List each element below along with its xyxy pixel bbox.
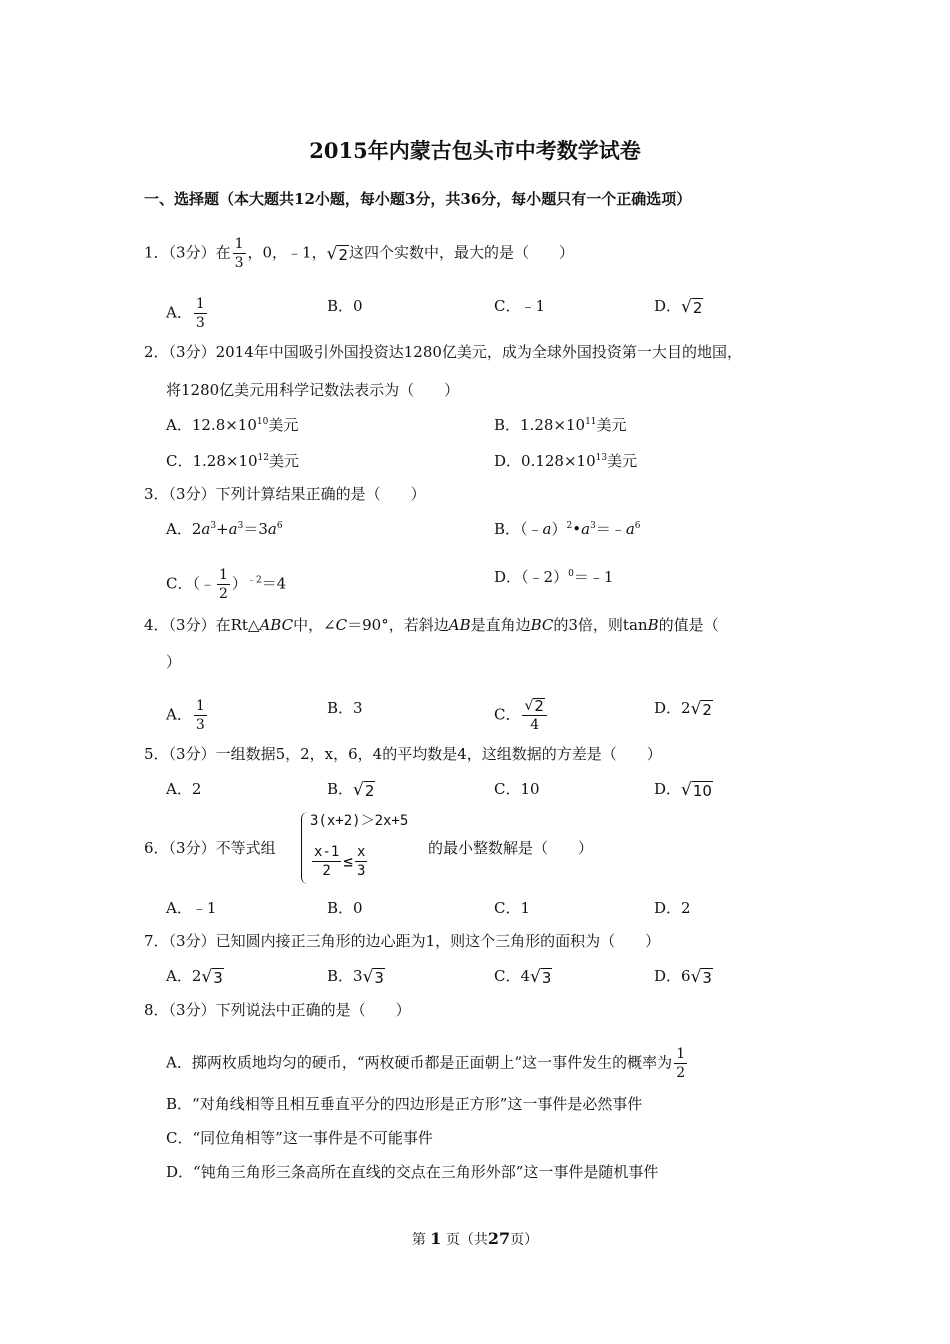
question-5-option-c: C．10: [494, 780, 540, 798]
question-6-option-c: C．1: [494, 899, 531, 917]
question-8-option-c: C．“同位角相等”这一事件是不可能事件: [166, 1129, 433, 1147]
question-3-option-b: B．$(﹣a)^2•a^3=﹣a^6$: [494, 520, 641, 538]
question-2-option-b: B．$1.28\times 10^{11}$美元: [494, 416, 627, 434]
inequality-2: $\frac{x-1}{2}$ ≤ $\frac{x}{3}$: [314, 844, 366, 879]
question-7-option-b: B．3 √ 3: [327, 967, 384, 987]
question-4-option-d: D．2 √ 2: [654, 699, 712, 719]
question-4-option-c: C． √ 2 4: [494, 698, 549, 733]
question-6-option-d: D．2: [654, 899, 691, 917]
question-6-option-b: B．0: [327, 899, 363, 917]
question-5-stem: 5．（3分）一组数据5，2，x，6，4的平均数是4，这组数据的方差是（ ）: [144, 745, 662, 763]
question-3-option-d: D．（﹣2）$^0$＝﹣1: [494, 568, 614, 586]
question-1-option-b: B．0: [327, 297, 363, 315]
question-2-stem-line-2: 将1280亿美元用科学记数法表示为（ ）: [166, 381, 460, 399]
question-3-option-c: C．（﹣ $\frac{1}{2}$ ）$^{﹣2}$＝4: [166, 567, 287, 602]
question-2-option-a: A．$12.8\times 10^{10}$美元: [166, 416, 299, 434]
question-5-option-d: D． √ 10: [654, 780, 712, 800]
question-6-stem: 6．（3分）不等式组: [144, 839, 276, 857]
question-6-stem-tail: 的最小整数解是（ ）: [428, 839, 594, 857]
question-2-stem-line-1: 2．（3分）2014年中国吸引外国投资达1280亿美元，成为全球外国投资第一大目的地国，: [144, 343, 742, 361]
question-2-option-d: D．$0.128\times 10^{13}$美元: [494, 452, 638, 470]
question-8-stem: 8．（3分）下列说法中正确的是（ ）: [144, 1001, 411, 1019]
question-7-option-a: A．2 √ 3: [166, 967, 223, 987]
question-3-stem: 3．（3分）下列计算结果正确的是（ ）: [144, 485, 426, 503]
question-8-option-b: B．“对角线相等且相互垂直平分的四边形是正方形”这一事件是必然事件: [166, 1095, 643, 1113]
question-5-option-a: A．2: [166, 780, 202, 798]
question-1-option-c: C．﹣1: [494, 297, 546, 315]
inequality-1: 3(x+2)＞2x+5: [310, 813, 409, 829]
fraction: $\frac{1}{3}$: [234, 236, 244, 271]
question-7-option-d: D．6 √ 3: [654, 967, 712, 987]
question-1-option-a: A． $\frac{1}{3}$: [166, 296, 205, 331]
question-1-option-d: D． √ 2: [654, 297, 703, 317]
question-8-option-d: D．“钝角三角形三条高所在直线的交点在三角形外部”这一事件是随机事件: [166, 1163, 659, 1181]
question-8-option-a: A．掷两枚质地均匀的硬币，“两枚硬币都是正面朝上”这一事件发生的概率为 $\frac{1}{2}$: [166, 1046, 686, 1081]
question-7-option-c: C．4 √ 3: [494, 967, 552, 987]
question-4-option-a: A． $\frac{1}{3}$: [166, 698, 205, 733]
sqrt-symbol: √ 2: [326, 243, 348, 264]
question-2-option-c: C．$1.28\times 10^{12}$美元: [166, 452, 299, 470]
question-7-stem: 7．（3分）已知圆内接正三角形的边心距为1，则这个三角形的面积为（ ）: [144, 932, 661, 950]
question-1-stem: 1．（3分）在 $\frac{1}{3}$ ，0，﹣1， √ 2 这四个实数中，最大的是（ ）: [144, 236, 575, 271]
question-4-stem-line-2: ）: [166, 653, 182, 671]
question-6-option-a: A．﹣1: [166, 899, 217, 917]
section-heading: 一、选择题（本大题共12小题，每小题3分，共36分，每小题只有一个正确选项）: [144, 190, 692, 208]
question-3-option-a: A．$2a^3+a^3=3a^6$: [166, 520, 283, 538]
question-4-option-b: B．3: [327, 699, 363, 717]
question-4-stem: 4．（3分）在Rt△ABC中，∠C＝90°，若斜边AB是直角边BC的3倍，则tanB的值是（: [144, 616, 719, 634]
system-brace: [301, 812, 308, 884]
page-title: 2015年内蒙古包头市中考数学试卷: [309, 138, 641, 163]
question-5-option-b: B． √ 2: [327, 780, 375, 800]
page-footer: 第 1 页（共27页）: [411, 1229, 539, 1248]
